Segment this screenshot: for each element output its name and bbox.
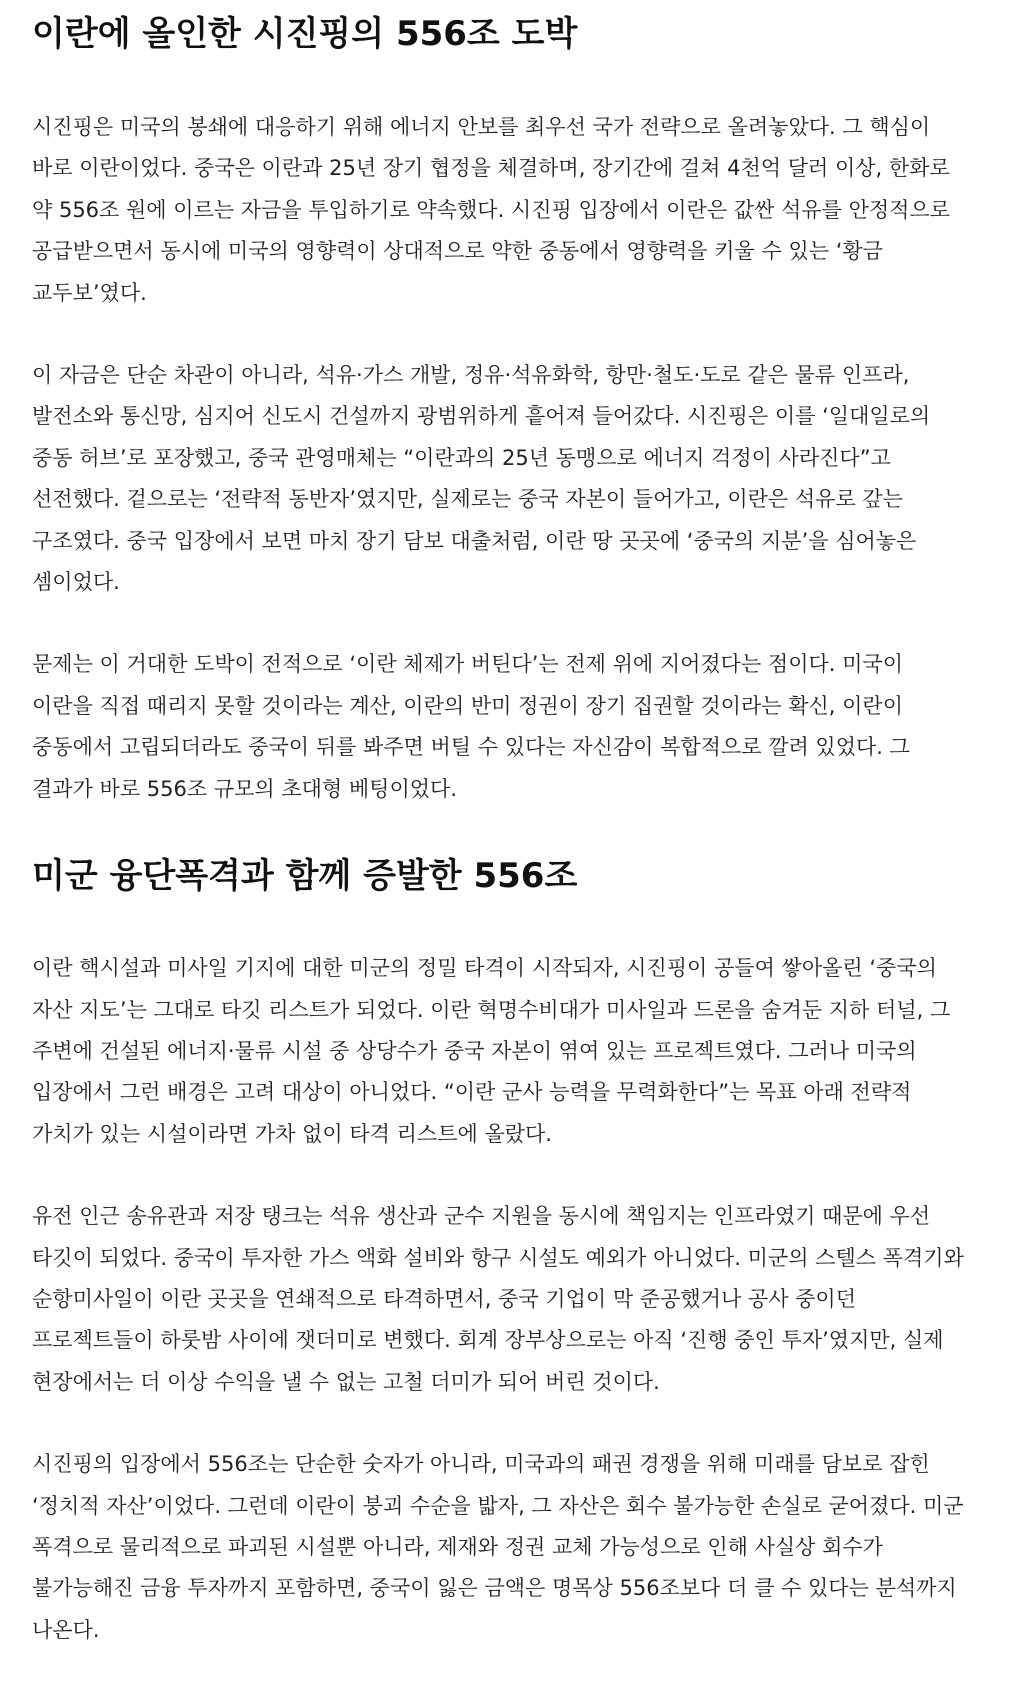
section-2-title: 미군 융단폭격과 함께 증발한 556조 [32,856,578,897]
section-1-paragraph-3: 문제는 이 거대한 도박이 전적으로 ‘이란 체제가 버틴다’는 전제 위에 지어졌다는 점이다. 미국이 이란을 직접 때리지 못할 것이라는 계산, 이란의 반미 정권이 장기 집권할 것이라는 확신, 이란이 중동에서 고립되더라도 중국이 뒤를 봐주면 버틸 수 있다는 자신감이 복합적으로 깔려 있었다. 그 결과가 바로 556조 규모의 초대형 베팅이었다. [32,652,910,801]
section-1-paragraph-2: 이 자금은 단순 차관이 아니라, 석유·가스 개발, 정유·석유화학, 항만·철도·도로 같은 물류 인프라, 발전소와 통신망, 심지어 신도시 건설까지 광범위하게 흩어져 들어갔다. 시진핑은 이를 ‘일대일로의 중동 허브’로 포장했고, 중국 관영매체는 “이란과의 25년 동맹으로 에너지 걱정이 사라진다”고 선전했다. 겉으로는 ‘전략적 동반자’였지만, 실제로는 중국 자본이 들어가고, 이란은 석유로 갚는 구조였다. 중국 입장에서 보면 마치 장기 담보 대출처럼, 이란 땅 곳곳에 ‘중국의 지분’을 심어놓은 셈이었다. [32,363,931,595]
section-1-paragraph-1: 시진핑은 미국의 봉쇄에 대응하기 위해 에너지 안보를 최우선 국가 전략으로 올려놓았다. 그 핵심이 바로 이란이었다. 중국은 이란과 25년 장기 협정을 체결하며, 장기간에 걸쳐 4천억 달러 이상, 한화로 약 556조 원에 이르는 자금을 투입하기로 약속했다. 시진핑 입장에서 이란은 값싼 석유를 안정적으로 공급받으면서 동시에 미국의 영향력이 상대적으로 약한 중동에서 영향력을 키울 수 있는 ‘황금 교두보’였다. [32,115,951,305]
section-1-title: 이란에 올인한 시진핑의 556조 도박 [32,14,578,54]
section-2-paragraph-2: 유전 인근 송유관과 저장 탱크는 석유 생산과 군수 지원을 동시에 책임지는 인프라였기 때문에 우선 타깃이 되었다. 중국이 투자한 가스 액화 설비와 항구 시설도 예외가 아니었다. 미군의 스텔스 폭격기와 순항미사일이 이란 곳곳을 연쇄적으로 타격하면서, 중국 기업이 막 준공했거나 공사 중이던 프로젝트들이 하룻밤 사이에 잿더미로 변했다. 회계 장부상으로는 아직 ‘진행 중인 투자’였지만, 실제 현장에서는 더 이상 수익을 낼 수 없는 고철 더미가 되어 버린 것이다. [32,1204,964,1394]
section-2-paragraph-1: 이란 핵시설과 미사일 기지에 대한 미군의 정밀 타격이 시작되자, 시진핑이 공들여 쌓아올린 ‘중국의 자산 지도’는 그대로 타깃 리스트가 되었다. 이란 혁명수비대가 미사일과 드론을 숨겨둔 지하 터널, 그 주변에 건설된 에너지·물류 시설 중 상당수가 중국 자본이 엮여 있는 프로젝트였다. 그러나 미국의 입장에서 그런 배경은 고려 대상이 아니었다. “이란 군사 능력을 무력화한다”는 목표 아래 전략적 가치가 있는 시설이라면 가차 없이 타격 리스트에 올랐다. [32,956,951,1146]
section-2-paragraph-3: 시진핑의 입장에서 556조는 단순한 숫자가 아니라, 미국과의 패권 경쟁을 위해 미래를 담보로 잡힌 ‘정치적 자산’이었다. 그런데 이란이 붕괴 수순을 밟자, 그 자산은 회수 불가능한 손실로 굳어졌다. 미군 폭격으로 물리적으로 파괴된 시설뿐 아니라, 제재와 정권 교체 가능성으로 인해 사실상 회수가 불가능해진 금융 투자까지 포함하면, 중국이 잃은 금액은 명목상 556조보다 더 클 수 있다는 분석까지 나온다. [32,1452,964,1642]
